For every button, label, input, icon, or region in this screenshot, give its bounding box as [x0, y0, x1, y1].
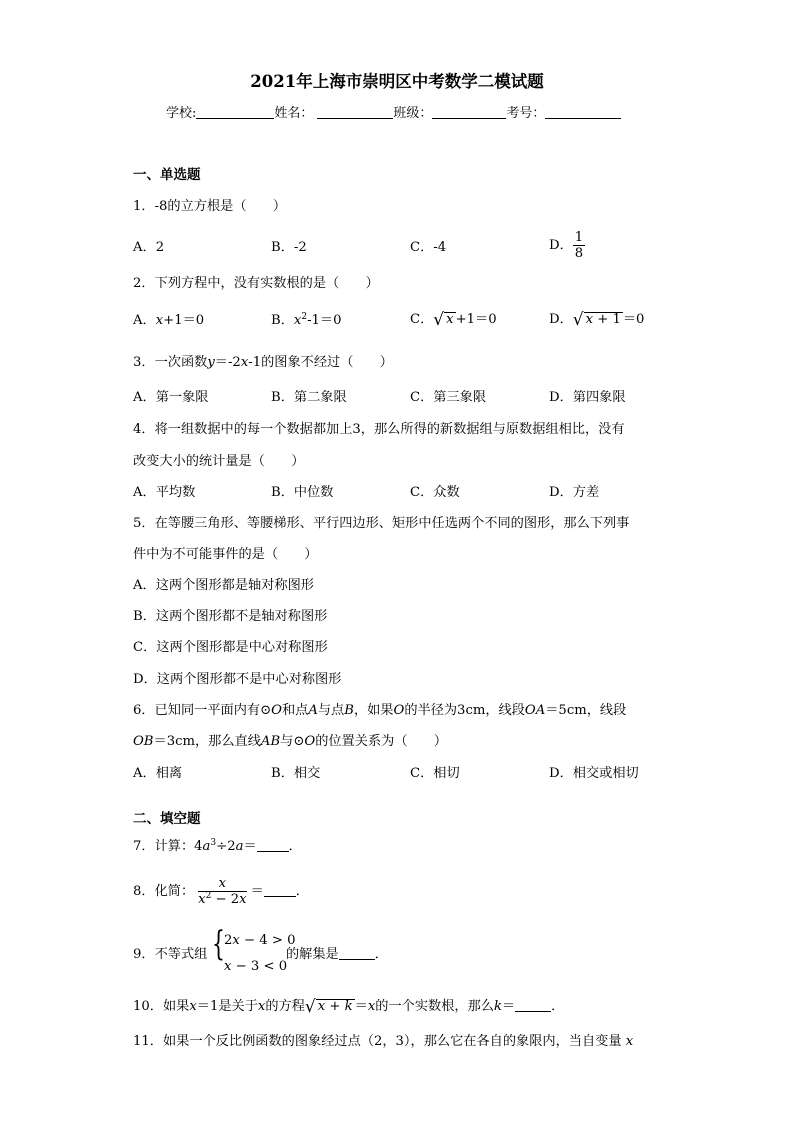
- q7-answer-blank[interactable]: [257, 840, 289, 852]
- question-4-line1: 4．将一组数据中的每一个数据都加上3，那么所得的新数据组与原数据组相比，没有: [133, 422, 625, 437]
- section-heading-single-choice: 一、单选题: [133, 167, 201, 183]
- q1-option-c[interactable]: C．-4: [410, 240, 447, 255]
- q3-option-b[interactable]: B．第二象限: [271, 390, 347, 405]
- q3-stem-pre: 3．一次函数: [133, 355, 208, 370]
- q2-option-c[interactable]: C．√ x +1＝0: [410, 310, 497, 330]
- q10-mid2: 的方程: [265, 999, 305, 1014]
- system-brace: {: [212, 924, 225, 964]
- q2-option-b[interactable]: B．$x^2-1=0$: [271, 312, 342, 328]
- q6-option-d[interactable]: D．相交或相切: [549, 766, 639, 781]
- q7-prefix: 7．计算：: [133, 839, 195, 854]
- question-9-suffix: 的解集是 ．: [286, 947, 388, 962]
- q4-option-c[interactable]: C．众数: [410, 485, 460, 500]
- page-title: 2021年上海市崇明区中考数学二模试题: [250, 72, 544, 91]
- q9-answer-blank[interactable]: [339, 948, 375, 960]
- section-heading-fill-in: 二、填空题: [133, 811, 201, 827]
- question-2-stem: 2．下列方程中，没有实数根的是（ ）: [133, 276, 379, 291]
- question-8: 8．化简： $\frac{x}{x^2 - 2x}$ ＝ ．: [133, 876, 309, 908]
- q5-option-d[interactable]: D．这两个图形都不是中心对称图形: [133, 672, 342, 687]
- question-10: 10．如果x＝1是关于x的方程√ x + k ＝x的一个实数根，那么k＝ ．: [133, 997, 565, 1017]
- q8-denominator: $x^2 - 2x$: [198, 891, 247, 908]
- question-5-line2: 件中为不可能事件的是（ ）: [133, 547, 318, 562]
- number-label: 考号：: [506, 106, 546, 121]
- question-7: 7．计算：$4a^3\div 2a=$ ．: [133, 838, 302, 854]
- q5-option-c[interactable]: C．这两个图形都是中心对称图形: [133, 640, 328, 655]
- question-6-line1: 6．已知同一平面内有⊙O和点A与点B，如果O的半径为3cm，线段OA＝5cm，线段: [133, 703, 627, 718]
- q8-fraction: [198, 876, 246, 907]
- question-5-line1: 5．在等腰三角形、等腰梯形、平行四边形、矩形中任选两个不同的图形，那么下列事: [133, 516, 630, 531]
- question-6-line2: OB＝3cm，那么直线AB与⊙O的位置关系为（ ）: [133, 734, 448, 749]
- school-blank[interactable]: [196, 106, 274, 119]
- q4-option-a[interactable]: A．平均数: [133, 485, 196, 500]
- question-4-line2: 改变大小的统计量是（ ）: [133, 454, 305, 469]
- question-1-stem: 1．-8的立方根是（ ）: [133, 199, 287, 214]
- fraction-one-eighth: [573, 230, 585, 261]
- q8-numerator: x: [198, 876, 246, 892]
- q3-option-d[interactable]: D．第四象限: [549, 390, 626, 405]
- class-blank[interactable]: [432, 106, 506, 119]
- question-3-stem: 3．一次函数y＝-2x-1的图象不经过（ ）: [133, 355, 393, 370]
- q2-option-d[interactable]: D．√ x + 1 ＝0: [549, 310, 645, 330]
- q6-option-a[interactable]: A．相离: [133, 766, 183, 781]
- question-11: 11．如果一个反比例函数的图象经过点（2，3），那么它在各自的象限内，当自变量 x: [133, 1034, 634, 1049]
- q3-stem-post: 的图象不经过（ ）: [261, 355, 393, 370]
- q10-prefix: 10．如果: [133, 999, 190, 1014]
- number-blank[interactable]: [545, 106, 621, 119]
- q11-text: 11．如果一个反比例函数的图象经过点（2，3），那么它在各自的象限内，当自变量: [133, 1034, 622, 1049]
- q4-option-d[interactable]: D．方差: [549, 485, 600, 500]
- q2-option-a[interactable]: A．x+1＝0: [133, 313, 205, 328]
- q1-option-d[interactable]: [549, 230, 585, 261]
- question-9-prefix: 9．不等式组: [133, 947, 208, 962]
- q9-inequality-2: x − 3 < 0: [224, 959, 288, 974]
- q10-answer-blank[interactable]: [515, 1000, 551, 1012]
- q8-prefix: 8．化简：: [133, 884, 195, 900]
- school-label: 学校:: [166, 106, 197, 121]
- q6-option-c[interactable]: C．相切: [410, 766, 460, 781]
- student-info-line: [166, 106, 621, 120]
- q3-option-a[interactable]: A．第一象限: [133, 390, 209, 405]
- q8-answer-blank[interactable]: [264, 885, 296, 897]
- q9-suffix-text: 的解集是: [286, 947, 339, 962]
- name-label: 姓名：: [274, 106, 314, 121]
- q10-post: 的一个实数根，那么: [375, 999, 494, 1014]
- q4-option-b[interactable]: B．中位数: [271, 485, 334, 500]
- fraction-numerator: 1: [574, 230, 584, 245]
- name-blank[interactable]: [317, 106, 393, 119]
- q5-option-a[interactable]: A．这两个图形都是轴对称图形: [133, 578, 314, 593]
- q1-option-a[interactable]: A．2: [133, 240, 165, 255]
- fraction-denominator: 8: [574, 246, 584, 262]
- q1-option-b[interactable]: B．-2: [271, 240, 307, 255]
- class-label: 班级：: [393, 106, 433, 121]
- q10-mid: 是关于: [218, 999, 258, 1014]
- q1-option-d-prefix: D．: [549, 238, 573, 254]
- q9-inequality-1: 2x − 4 > 0: [224, 933, 296, 948]
- q5-option-b[interactable]: B．这两个图形都不是轴对称图形: [133, 609, 328, 624]
- q3-option-c[interactable]: C．第三象限: [410, 390, 487, 405]
- q6-option-b[interactable]: B．相交: [271, 766, 321, 781]
